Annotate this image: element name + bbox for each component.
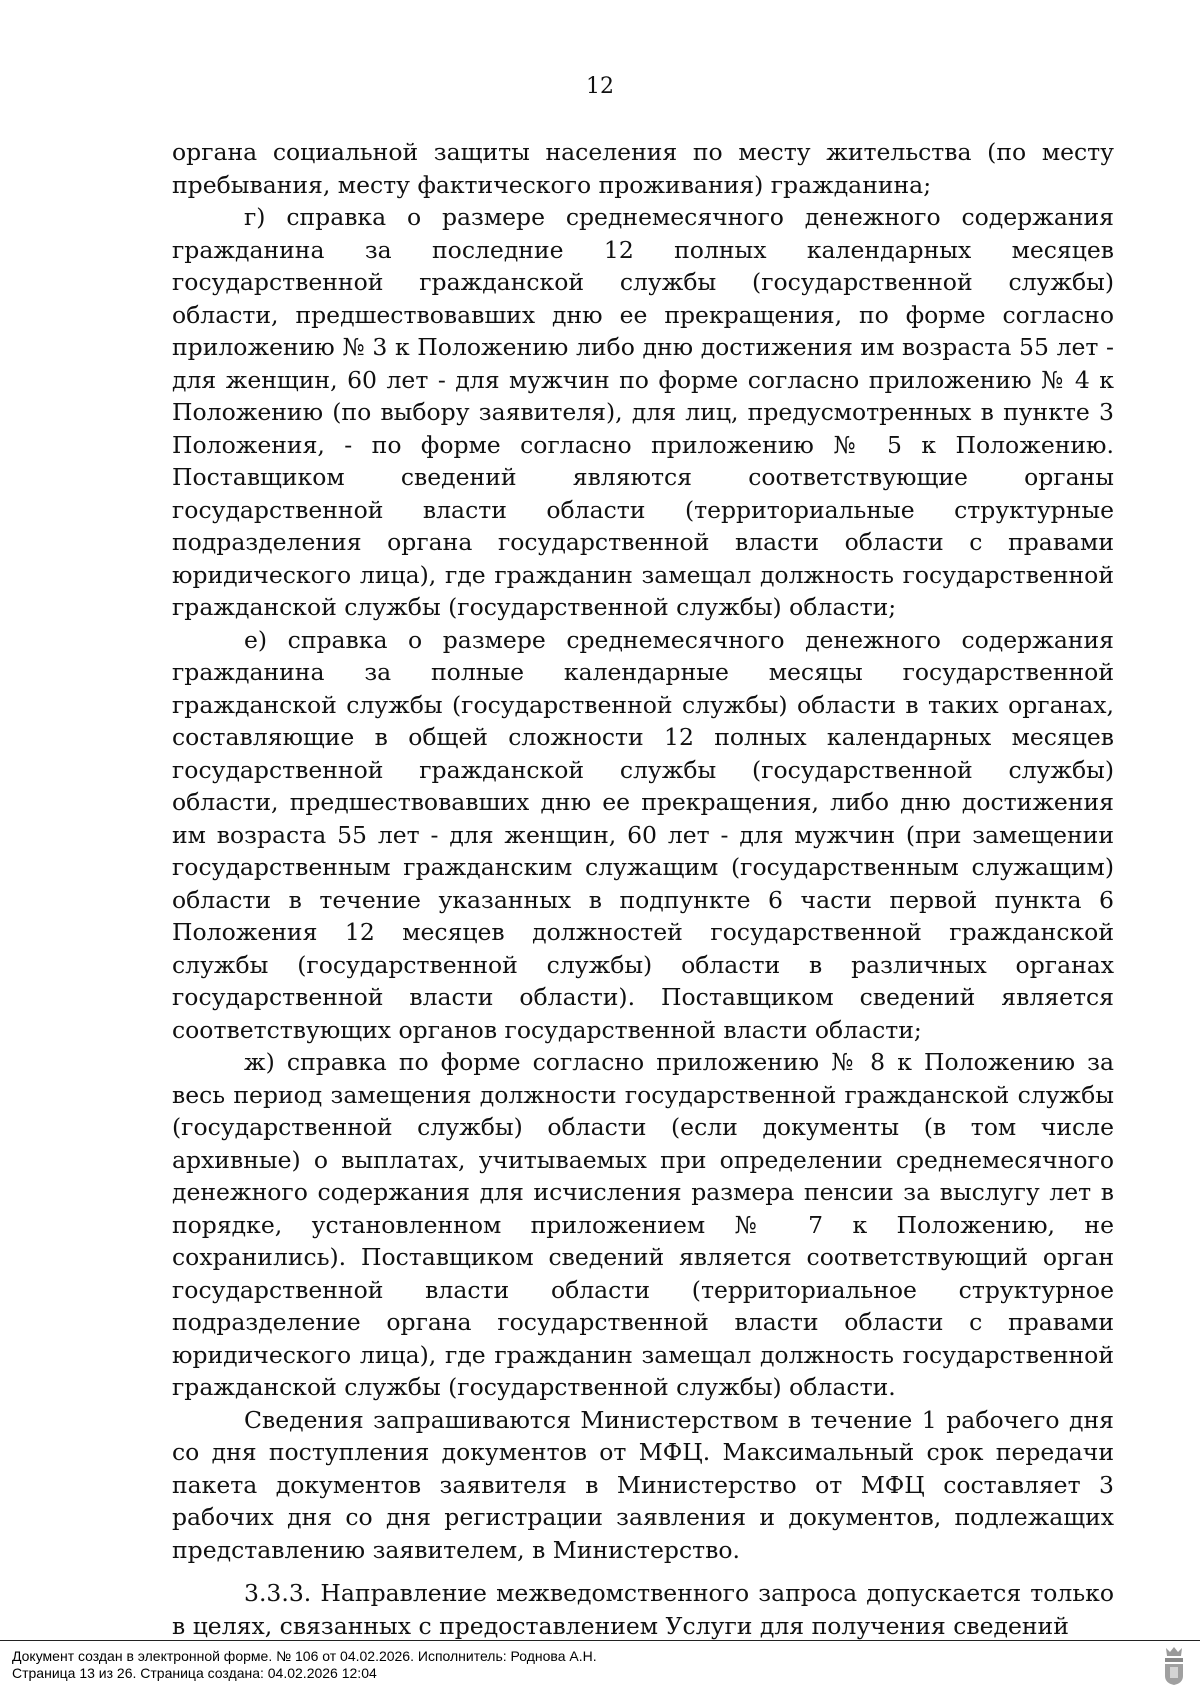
document-body (172, 136, 1114, 1642)
paragraph-item-g: г) справка о размере среднемесячного денежного содержания гражданина за последние 12 полных календарных месяцев государственной гражданской службы (государственной службы) области, предшествовавших дню ее прекращения, по форме согласно приложению № 3 к Положению либо дню достижения им возраста 55 лет - для женщин, 60 лет - для мужчин по форме согласно приложению № 4 к Положению (по выбору заявителя), для лиц, предусмотренных в пункте 3 Положения, - по форме согласно приложению № 5 к Положению. Поставщиком сведений являются соответствующие органы государственной власти области (территориальные структурные подразделения органа государственной власти области с правами юридического лица), где гражданин замещал должность государственной гражданской службы (государственной службы) области; (172, 203, 1114, 621)
paragraph-continuation: органа социальной защиты населения по месту жительства (по месту пребывания, месту фактического проживания) гражданина; (172, 138, 1114, 199)
paragraph-item-zh: ж) справка по форме согласно приложению № 8 к Положению за весь период замещения должности государственной гражданской службы (государственной службы) области (если документы (в том числе архивные) о выплатах, учитываемых при определении среднемесячного денежного содержания для исчисления размера пенсии за выслугу лет в порядке, установленном приложением № 7 к Положению, не сохранились). Поставщиком сведений является соответствующий орган государственной власти области (территориальное структурное подразделение органа государственной власти области с правами юридического лица), где гражданин замещал должность государственной гражданской службы (государственной службы) области. (172, 1048, 1114, 1401)
footer-document-info: Документ создан в электронной форме. № 106 от 04.02.2026. Исполнитель: Роднова А.Н. (12, 1648, 597, 1664)
coat-of-arms-icon (1162, 1646, 1186, 1686)
paragraph-3-3-3: 3.3.3. Направление межведомственного запроса допускается только в целях, связанных с предоставлением Услуги для получения сведений (172, 1579, 1114, 1640)
document-footer (12, 1648, 597, 1682)
page-number: 12 (586, 74, 614, 99)
footer-divider (0, 1640, 1200, 1641)
paragraph-item-e: е) справка о размере среднемесячного денежного содержания гражданина за полные календарные месяцы государственной гражданской службы (государственной службы) области в таких органах, составляющие в общей сложности 12 полных календарных месяцев государственной гражданской службы (государственной службы) области, предшествовавших дню ее прекращения, либо дню достижения им возраста 55 лет - для женщин, 60 лет - для мужчин (при замещении государственным гражданским служащим (государственным служащим) области в течение указанных в подпункте 6 части первой пункта 6 Положения 12 месяцев должностей государственной гражданской службы (государственной службы) области в различных органах государственной власти области). Поставщиком сведений является соответствующих органов государственной власти области; (172, 625, 1114, 1044)
paragraph-requests-info: Сведения запрашиваются Министерством в течение 1 рабочего дня со дня поступления документов от МФЦ. Максимальный срок передачи пакета документов заявителя в Министерство от МФЦ составляет 3 рабочих дня со дня регистрации заявления и документов, подлежащих представлению заявителем, в Министерство. (172, 1405, 1114, 1564)
footer-page-info: Страница 13 из 26. Страница создана: 04.02.2026 12:04 (12, 1665, 377, 1681)
